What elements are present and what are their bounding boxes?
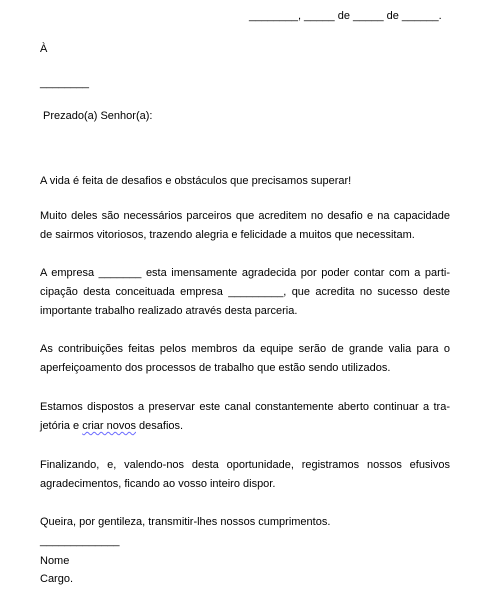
signature-line: _____________ xyxy=(40,535,120,547)
paragraph-4-line-2: aperfeiçoamento dos processos de trabalho que estão sendo utilizados. xyxy=(40,362,391,374)
spellcheck-flagged-text: criar novos xyxy=(82,420,136,432)
paragraph-1: A vida é feita de desafios e obstáculos que precisamos superar! xyxy=(40,175,352,187)
signature-name: Nome xyxy=(40,555,70,567)
paragraph-3-line-2: cipação desta conceituada empresa _________, que acredita no sucesso deste xyxy=(40,286,450,298)
paragraph-5-text-a: jetória e xyxy=(40,420,83,432)
signature-title: Cargo. xyxy=(40,573,74,585)
paragraph-3-line-3: importante trabalho realizado através desta parceria. xyxy=(40,305,298,317)
paragraph-2-line-2: de sairmos vitoriosos, trazendo alegria e felicidade a muitos que necessitam. xyxy=(40,229,415,241)
paragraph-3-line-1: A empresa _______ esta imensamente agradecida por poder contar com a parti- xyxy=(40,267,450,279)
paragraph-4-line-1: As contribuições feitas pelos membros da equipe serão de grande valia para o xyxy=(40,343,450,355)
paragraph-6-line-2: agradecimentos, ficando ao vosso inteiro dispor. xyxy=(40,478,276,490)
paragraph-5-text-c: desafios. xyxy=(136,420,184,432)
paragraph-5-line-2 xyxy=(40,419,183,433)
salutation: Prezado(a) Senhor(a): xyxy=(43,110,153,122)
paragraph-7: Queira, por gentileza, transmitir-lhes nossos cumprimentos. xyxy=(40,516,331,528)
paragraph-2-line-1: Muito deles são necessários parceiros que acreditem no desafio e na capacidade xyxy=(40,210,450,222)
recipient-blank: ________ xyxy=(40,77,89,89)
paragraph-6-line-1: Finalizando, e, valendo-nos desta oportunidade, registramos nossos efusivos xyxy=(40,459,450,471)
date-line: ________, _____ de _____ de ______. xyxy=(249,10,442,22)
recipient-prefix: À xyxy=(40,43,48,55)
paragraph-5-line-1: Estamos dispostos a preservar este canal constantemente aberto continuar a tra- xyxy=(40,401,450,413)
